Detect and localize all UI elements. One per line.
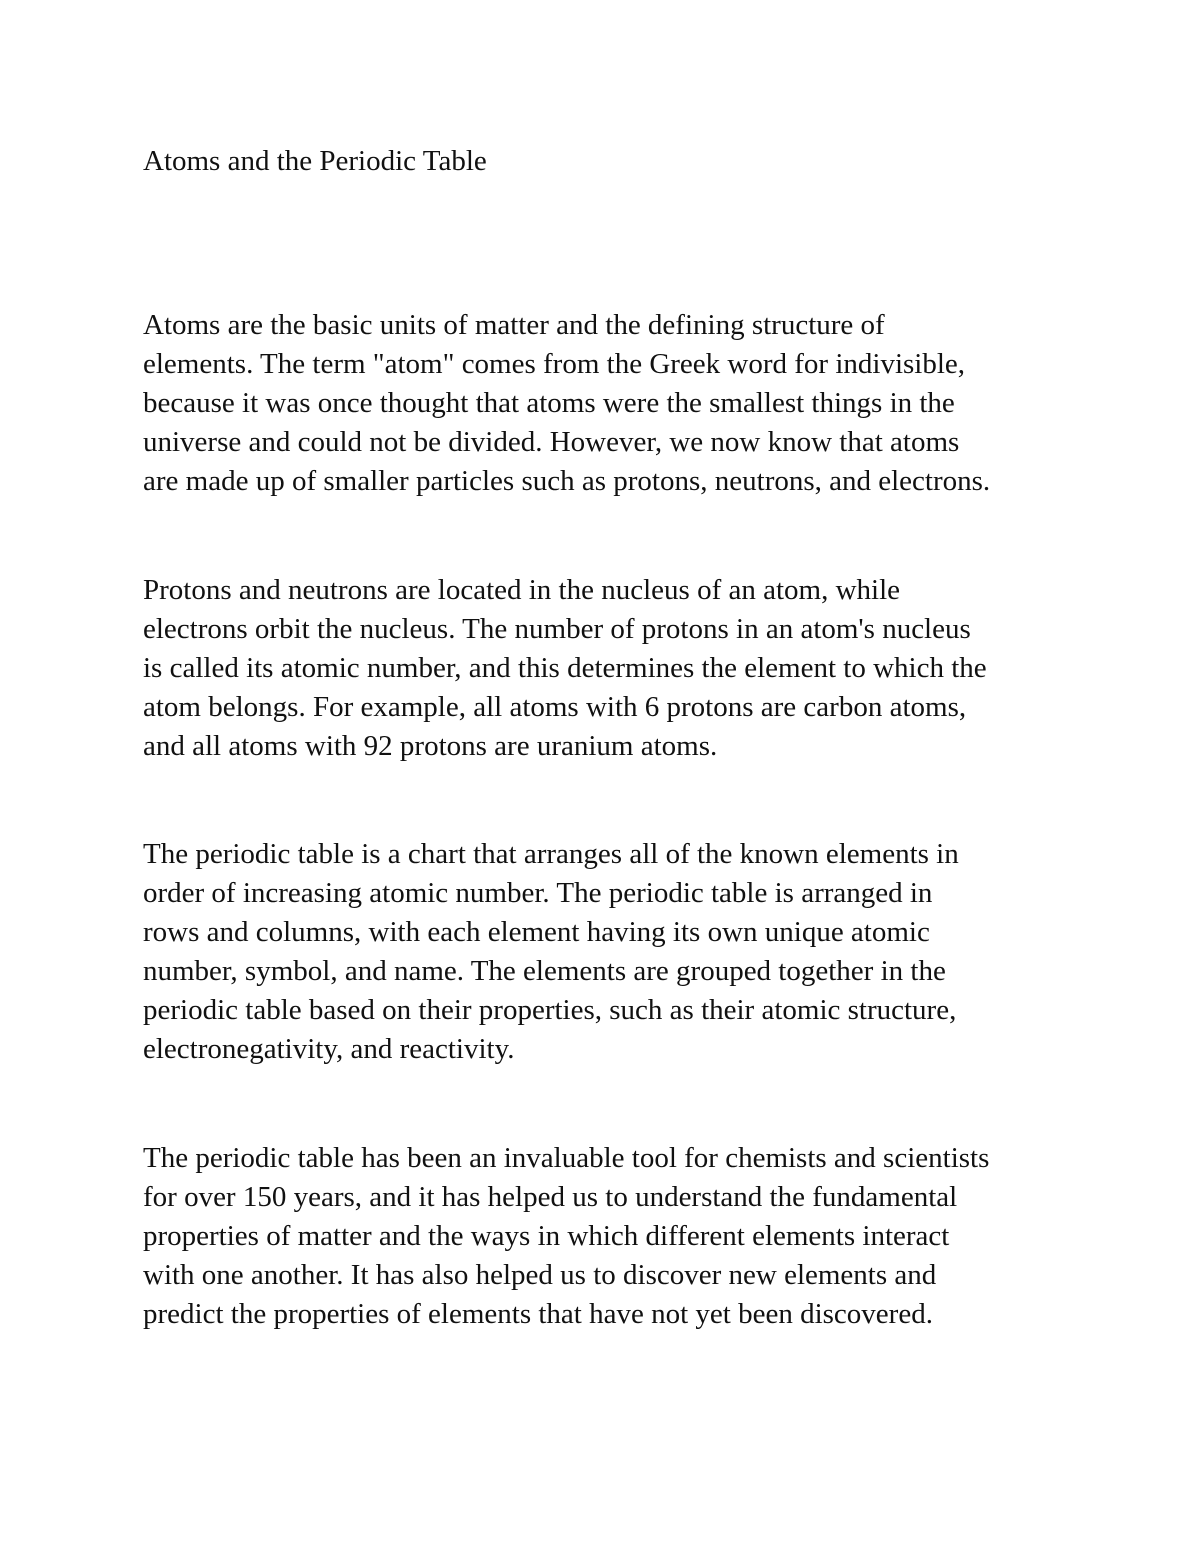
paragraph-invaluable-tool (143, 1139, 1103, 1334)
paragraph-periodic-table (143, 835, 1103, 1069)
text-line: universe and could not be divided. However, we now know that atoms (143, 426, 960, 458)
text-line: properties of matter and the ways in which different elements interact (143, 1220, 950, 1252)
text-line: number, symbol, and name. The elements are grouped together in the (143, 955, 946, 987)
text-line: The periodic table has been an invaluable tool for chemists and scientists (143, 1142, 990, 1174)
text-line: The periodic table is a chart that arranges all of the known elements in (143, 838, 959, 870)
text-line: predict the properties of elements that have not yet been discovered. (143, 1298, 933, 1330)
text-line: and all atoms with 92 protons are uranium atoms. (143, 730, 718, 762)
text-line: electrons orbit the nucleus. The number of protons in an atom's nucleus (143, 613, 971, 645)
text-line: order of increasing atomic number. The periodic table is arranged in (143, 877, 933, 909)
text-line: atom belongs. For example, all atoms with 6 protons are carbon atoms, (143, 691, 967, 723)
text-line: because it was once thought that atoms were the smallest things in the (143, 387, 955, 419)
text-line: Protons and neutrons are located in the nucleus of an atom, while (143, 574, 901, 606)
text-line: for over 150 years, and it has helped us to understand the fundamental (143, 1181, 958, 1213)
text-line: electronegativity, and reactivity. (143, 1033, 515, 1065)
text-line: rows and columns, with each element having its own unique atomic (143, 916, 930, 948)
document-title: Atoms and the Periodic Table (143, 145, 487, 177)
text-line: periodic table based on their properties, such as their atomic structure, (143, 994, 957, 1026)
text-line: with one another. It has also helped us to discover new elements and (143, 1259, 937, 1291)
text-line: is called its atomic number, and this determines the element to which the (143, 652, 987, 684)
paragraph-protons-neutrons (143, 571, 1103, 766)
paragraph-atoms (143, 306, 1103, 501)
text-line: are made up of smaller particles such as protons, neutrons, and electrons. (143, 465, 991, 497)
text-line: Atoms are the basic units of matter and the defining structure of (143, 309, 885, 341)
text-line: elements. The term "atom" comes from the Greek word for indivisible, (143, 348, 966, 380)
